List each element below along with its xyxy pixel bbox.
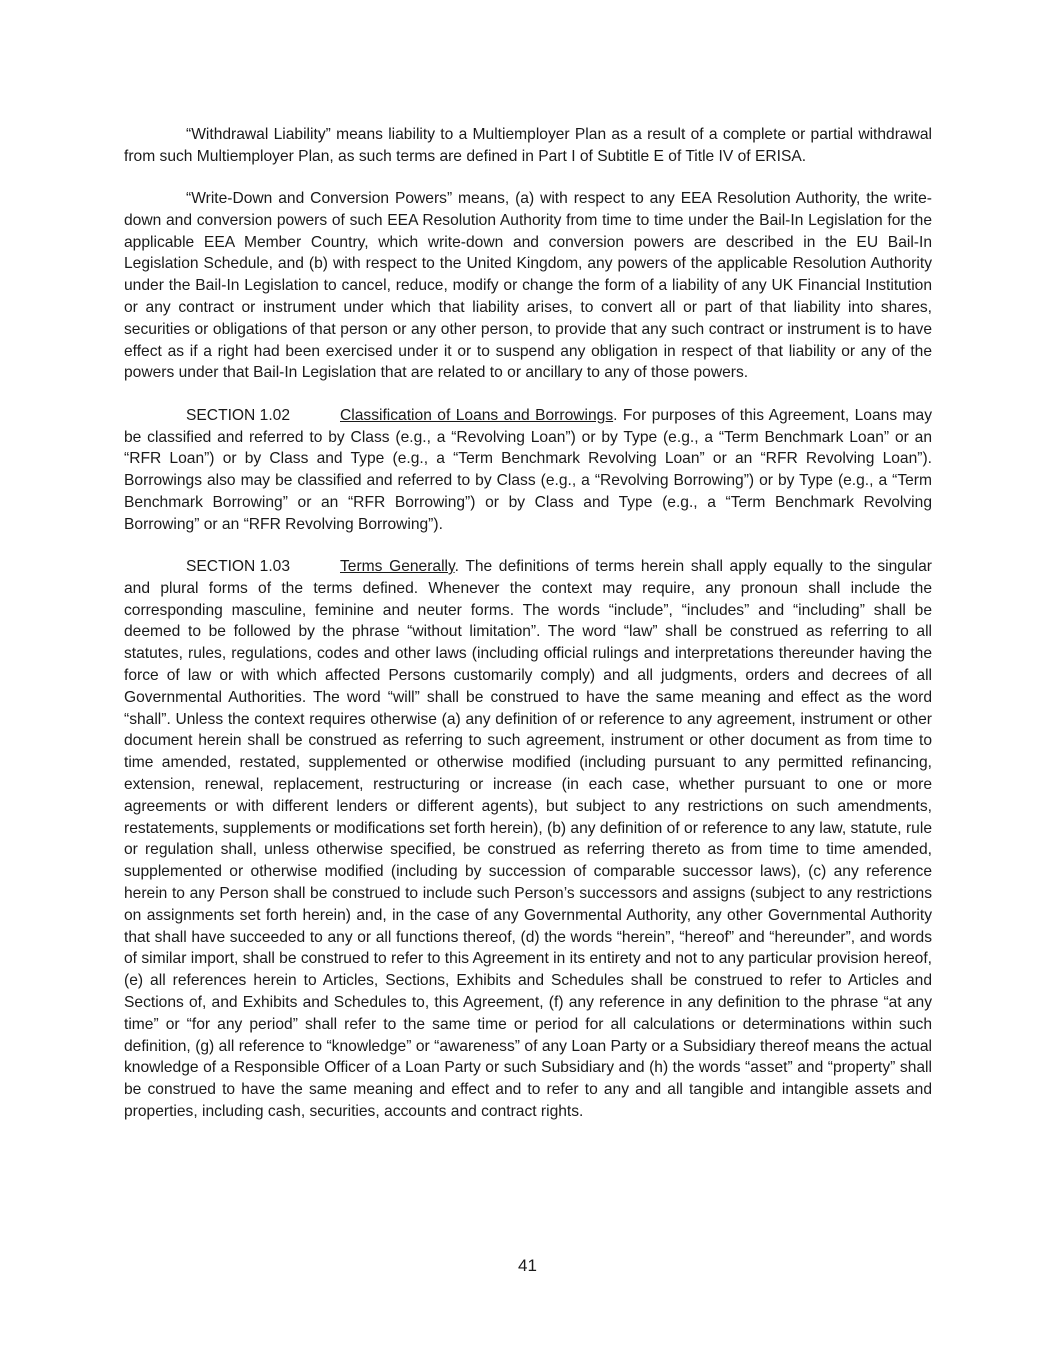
defined-term: “Write-Down and Conversion Powers”	[186, 190, 453, 208]
section-text: . For purposes of this Agreement, Loans may be classified and referred to by Class (e.g., a “Revolving Loan”) or by Type (e.g., a “Term Benchmark Loan” or an “RFR Loan”) or by Class and Type (e.g., a “Term Benchmark Revolving Loan” or an “RFR Revolving Loan”). Borrowings also may be classified and referred to by Class (e.g., a “Revolving Borrowing”) or by Type (e.g., a “Term Benchmark Borrowing” or an “RFR Borrowing”) or by Class and Type (e.g., a “Term Benchmark Revolving Borrowing” or an “RFR Revolving Borrowing”).	[124, 406, 933, 533]
section-1-03	[124, 556, 932, 1123]
definition-withdrawal-liability	[124, 124, 932, 168]
page-number: 41	[518, 1256, 537, 1275]
document-page	[124, 124, 932, 1143]
defined-term: “Withdrawal Liability”	[186, 126, 331, 143]
section-number: SECTION 1.03	[186, 558, 290, 576]
definition-text: means liability to a Multiemployer Plan as a result of a complete or partial withdrawal from such Multiemployer Plan, as such terms are defined in Part I of Subtitle E of Title IV of ERISA.	[124, 126, 932, 165]
section-title: Classification of Loans and Borrowings	[340, 406, 614, 424]
section-text: . The definitions of terms herein shall apply equally to the singular and plural forms of the terms defined. Whenever the context may require, any pronoun shall include the corresponding masculine, feminine and neuter forms. The words “include”, “includes” and “including” shall be deemed to be followed by the phrase “without limitation”. The word “law” shall be construed as referring to all statutes, rules, regulations, codes and other laws (including official rulings and interpretations thereunder having the force of law or with which affected Persons customarily comply) and all judgments, orders and decrees of all Governmental Authorities. The word “will” shall be construed to have the same meaning and effect as the word “shall”. Unless the context requires otherwise (a) any definition of or reference to any agreement, instrument or other document herein shall be construed as referring to such agreement, instrument or other document as from time to time amended, restated, supplemented or otherwise modified (including pursuant to any permitted refinancing, extension, renewal, replacement, restructuring or increase (in each case, whether pursuant to one or more agreements or with different lenders or different agents), but subject to any restrictions on such amendments, restatements, supplements or modifications set forth herein), (b) any definition of or reference to any law, statute, rule or regulation shall, unless otherwise specified, be construed as referring thereto as from time to time amended, supplemented or otherwise modified (including by succession of comparable successor laws), (c) any reference herein to any Person shall be construed to include such Person’s successors and assigns (subject to any restrictions on assignments set forth herein) and, in the case of any Governmental Authority, any other Governmental Authority that shall have succeeded to any or all functions thereof, (d) the words “herein”, “hereof” and “hereunder”, and words of similar import, shall be construed to refer to this Agreement in its entirety and not to any particular provision hereof, (e) all references herein to Articles, Sections, Exhibits and Schedules shall be construed to refer to Articles and Sections of, and Exhibits and Schedules to, this Agreement, (f) any reference in any definition to the phrase “at any time” or “for any period” shall refer to the same time or period for all calculations or determinations within such definition, (g) all reference to “knowledge” or “awareness” of any Loan Party or a Subsidiary thereof means the actual knowledge of a Responsible Officer of a Loan Party or such Subsidiary and (h) the words “asset” and “property” shall be construed to have the same meaning and effect and to refer to any and all tangible and intangible assets and properties, including cash, securities, accounts and contract rights.	[124, 558, 932, 1120]
definition-write-down-conversion-powers	[124, 188, 932, 384]
section-title: Terms Generally	[340, 558, 455, 576]
section-number: SECTION 1.02	[186, 406, 290, 424]
section-1-02	[124, 405, 932, 536]
definition-text: means, (a) with respect to any EEA Resolution Authority, the write-down and conversion powers of such EEA Resolution Authority from time to time under the Bail-In Legislation for the applicable EEA Member Country, which write-down and conversion powers are described in the EU Bail-In Legislation Schedule, and (b) with respect to the United Kingdom, any powers of the applicable Resolution Authority under the Bail-In Legislation to cancel, reduce, modify or change the form of a liability of any UK Financial Institution or any contract or instrument under which that liability arises, to convert all or part of that liability into shares, securities or obligations of that person or any other person, to provide that any such contract or instrument is to have effect as if a right had been exercised under it or to suspend any obligation in respect of that liability or any of the powers under that Bail-In Legislation that are related to or ancillary to any of those powers.	[124, 190, 932, 382]
